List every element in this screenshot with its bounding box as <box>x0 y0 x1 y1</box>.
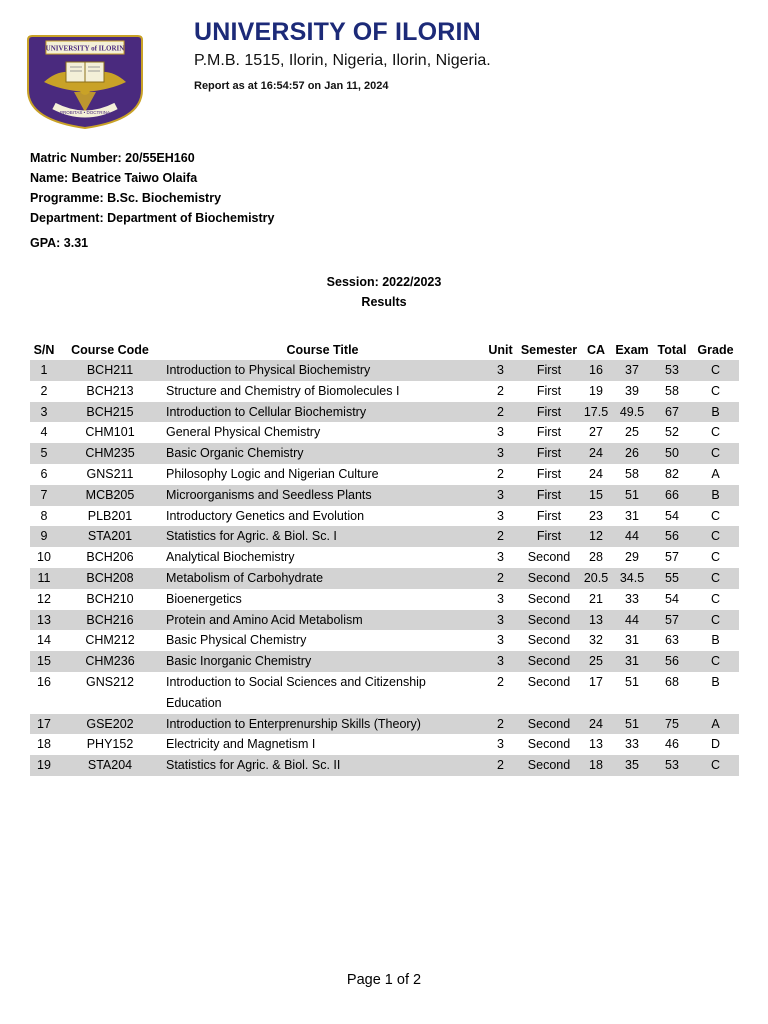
cell-grade: C <box>692 568 739 589</box>
cell-sn: 5 <box>30 443 58 464</box>
cell-total: 56 <box>652 526 692 547</box>
cell-grade: A <box>711 466 720 481</box>
cell-ca: 16 <box>580 360 612 381</box>
cell-exam: 44 <box>612 610 652 631</box>
cell-grade: C <box>692 755 739 776</box>
cell-total: 54 <box>665 591 679 606</box>
cell-total: 68 <box>665 674 679 689</box>
cell-ca: 15 <box>580 485 612 506</box>
table-header-row <box>30 340 739 360</box>
cell-exam: 29 <box>625 550 639 565</box>
cell-total: 57 <box>652 610 692 631</box>
cell-course-code: BCH210 <box>86 591 134 606</box>
cell-unit: 3 <box>483 651 518 672</box>
cell-grade: C <box>692 526 739 547</box>
table-row <box>30 672 739 714</box>
cell-course-title: Basic Inorganic Chemistry <box>162 651 483 672</box>
cell-grade: C <box>710 550 721 565</box>
col-header-semester: Semester <box>520 343 578 357</box>
cell-unit: 2 <box>483 714 518 735</box>
cell-exam: 39 <box>625 383 639 398</box>
cell-course-code: BCH211 <box>58 360 162 381</box>
results-label: Results <box>361 295 407 309</box>
table-row <box>30 485 739 506</box>
cell-course-title: Introduction to Physical Biochemistry <box>162 360 483 381</box>
cell-sn: 11 <box>30 568 58 589</box>
cell-ca: 24 <box>589 466 603 481</box>
cell-ca: 28 <box>589 550 603 565</box>
cell-unit: 3 <box>483 443 518 464</box>
cell-course-code: STA201 <box>58 526 162 547</box>
cell-course-title: Analytical Biochemistry <box>166 550 295 565</box>
cell-exam: 25 <box>625 425 639 440</box>
cell-ca: 21 <box>589 591 603 606</box>
cell-course-title: General Physical Chemistry <box>166 425 321 440</box>
cell-course-title: Introduction to Enterprenurship Skills (Theory) <box>162 714 483 735</box>
col-header-ca: CA <box>586 343 606 357</box>
cell-sn: 19 <box>30 755 58 776</box>
department: Department: Department of Biochemistry <box>30 211 275 225</box>
cell-semester: Second <box>518 714 580 735</box>
cell-total: 75 <box>652 714 692 735</box>
cell-exam: 33 <box>625 737 639 752</box>
cell-course-code: GNS211 <box>86 466 134 481</box>
cell-ca: 13 <box>580 610 612 631</box>
cell-unit: 3 <box>497 591 504 606</box>
cell-semester: Second <box>518 651 580 672</box>
col-header-unit: Unit <box>488 343 513 357</box>
cell-course-title: Introductory Genetics and Evolution <box>166 508 365 523</box>
table-row <box>30 464 739 485</box>
cell-semester: First <box>518 485 580 506</box>
cell-course-code: CHM101 <box>85 425 135 440</box>
cell-grade: C <box>710 383 721 398</box>
cell-total: 54 <box>665 508 679 523</box>
cell-total: 58 <box>665 383 679 398</box>
cell-unit: 2 <box>483 526 518 547</box>
cell-ca: 32 <box>589 633 603 648</box>
session-label: Session: 2022/2023 <box>326 275 442 289</box>
cell-total: 55 <box>652 568 692 589</box>
cell-unit: 3 <box>497 425 504 440</box>
cell-exam: 31 <box>612 651 652 672</box>
col-header-exam: Exam <box>615 343 649 357</box>
cell-unit: 3 <box>497 737 504 752</box>
cell-unit: 3 <box>483 360 518 381</box>
cell-unit: 3 <box>497 633 504 648</box>
cell-total: 82 <box>665 466 679 481</box>
table-row <box>30 610 739 631</box>
student-name: Name: Beatrice Taiwo Olaifa <box>30 171 198 185</box>
table-row <box>30 360 739 381</box>
cell-unit: 2 <box>483 568 518 589</box>
table-row <box>30 547 739 568</box>
cell-sn: 17 <box>30 714 58 735</box>
cell-course-code: CHM236 <box>58 651 162 672</box>
cell-unit: 2 <box>497 466 504 481</box>
cell-semester: First <box>518 360 580 381</box>
cell-grade: B <box>692 485 739 506</box>
cell-grade: C <box>692 651 739 672</box>
cell-course-code: CHM235 <box>58 443 162 464</box>
cell-semester: Second <box>527 674 571 689</box>
cell-sn: 18 <box>37 737 51 752</box>
cell-sn: 8 <box>40 508 48 523</box>
col-header-course-title: Course Title <box>286 343 359 357</box>
cell-course-title: Philosophy Logic and Nigerian Culture <box>166 466 379 481</box>
cell-exam: 26 <box>612 443 652 464</box>
cell-ca: 24 <box>580 714 612 735</box>
cell-unit: 2 <box>483 755 518 776</box>
table-row <box>30 422 739 443</box>
cell-sn: 12 <box>37 591 51 606</box>
gpa: GPA: 3.31 <box>30 236 89 250</box>
cell-ca: 18 <box>580 755 612 776</box>
col-header-sn: S/N <box>33 343 55 357</box>
cell-course-code: BCH213 <box>86 383 134 398</box>
cell-semester: First <box>536 508 562 523</box>
cell-total: 50 <box>652 443 692 464</box>
cell-semester: Second <box>527 737 571 752</box>
university-address: P.M.B. 1515, Ilorin, Nigeria, Ilorin, Nigeria. <box>194 52 491 69</box>
cell-ca: 17 <box>589 674 603 689</box>
cell-grade: B <box>711 674 720 689</box>
cell-unit: 2 <box>497 383 504 398</box>
cell-ca: 23 <box>589 508 603 523</box>
cell-unit: 3 <box>497 508 504 523</box>
cell-sn: 4 <box>40 425 48 440</box>
cell-unit: 3 <box>497 550 504 565</box>
logo-motto: PROBITAS • DOCTRINA <box>60 110 110 115</box>
cell-semester: First <box>518 402 580 423</box>
cell-unit: 2 <box>497 674 504 689</box>
cell-exam: 33 <box>625 591 639 606</box>
cell-course-title: Basic Organic Chemistry <box>162 443 483 464</box>
logo-top-text: UNIVERSITY of ILORIN <box>45 44 125 53</box>
cell-semester: Second <box>527 591 571 606</box>
cell-sn: 16 <box>37 674 51 689</box>
results-table <box>30 340 739 776</box>
cell-ca: 20.5 <box>580 568 612 589</box>
col-header-total: Total <box>657 343 687 357</box>
cell-exam: 51 <box>612 714 652 735</box>
cell-course-title: Bioenergetics <box>166 591 242 606</box>
cell-grade: D <box>710 737 721 752</box>
cell-grade: B <box>692 402 739 423</box>
cell-semester: First <box>518 443 580 464</box>
cell-course-title: Microorganisms and Seedless Plants <box>162 485 483 506</box>
cell-sn: 1 <box>30 360 58 381</box>
cell-course-title: Metabolism of Carbohydrate <box>162 568 483 589</box>
cell-unit: 3 <box>483 485 518 506</box>
table-row <box>30 734 739 755</box>
col-header-course-code: Course Code <box>71 343 149 357</box>
cell-grade: C <box>710 591 721 606</box>
cell-total: 53 <box>652 360 692 381</box>
table-row <box>30 630 739 651</box>
cell-grade: C <box>710 425 721 440</box>
cell-grade: A <box>692 714 739 735</box>
cell-grade: C <box>692 443 739 464</box>
cell-course-code: BCH216 <box>58 610 162 631</box>
programme: Programme: B.Sc. Biochemistry <box>30 191 222 205</box>
cell-course-code: BCH208 <box>58 568 162 589</box>
cell-semester: Second <box>527 550 571 565</box>
cell-exam: 51 <box>625 674 639 689</box>
cell-sn: 14 <box>37 633 51 648</box>
page-number: Page 1 of 2 <box>346 972 422 988</box>
cell-course-title: Protein and Amino Acid Metabolism <box>162 610 483 631</box>
cell-sn: 2 <box>40 383 48 398</box>
cell-course-code: PLB201 <box>87 508 133 523</box>
matric-number: Matric Number: 20/55EH160 <box>30 151 195 165</box>
cell-exam: 44 <box>612 526 652 547</box>
cell-grade: C <box>692 610 739 631</box>
cell-course-code: GNS212 <box>86 674 134 689</box>
cell-semester: First <box>536 466 562 481</box>
cell-total: 57 <box>665 550 679 565</box>
cell-course-title: Introduction to Cellular Biochemistry <box>162 402 483 423</box>
cell-ca: 13 <box>589 737 603 752</box>
cell-ca: 25 <box>580 651 612 672</box>
cell-semester: First <box>518 526 580 547</box>
table-row <box>30 589 739 610</box>
cell-sn: 7 <box>30 485 58 506</box>
cell-course-code: MCB205 <box>58 485 162 506</box>
table-row <box>30 651 739 672</box>
cell-grade: C <box>692 360 739 381</box>
cell-total: 56 <box>652 651 692 672</box>
cell-course-title: Statistics for Agric. & Biol. Sc. I <box>162 526 483 547</box>
cell-course-code: STA204 <box>58 755 162 776</box>
cell-sn: 10 <box>37 550 51 565</box>
cell-total: 53 <box>652 755 692 776</box>
cell-course-title: Structure and Chemistry of Biomolecules I <box>166 383 400 398</box>
cell-course-code: GSE202 <box>58 714 162 735</box>
cell-course-code: CHM212 <box>85 633 135 648</box>
cell-ca: 24 <box>580 443 612 464</box>
table-row <box>30 568 739 589</box>
cell-unit: 3 <box>483 610 518 631</box>
cell-exam: 37 <box>612 360 652 381</box>
cell-exam: 49.5 <box>612 402 652 423</box>
table-row <box>30 714 739 735</box>
cell-total: 63 <box>665 633 679 648</box>
cell-semester: Second <box>518 755 580 776</box>
cell-semester: First <box>536 425 562 440</box>
cell-sn: 3 <box>30 402 58 423</box>
cell-total: 52 <box>665 425 679 440</box>
cell-sn: 15 <box>30 651 58 672</box>
cell-ca: 12 <box>580 526 612 547</box>
cell-ca: 17.5 <box>580 402 612 423</box>
university-logo <box>24 34 146 130</box>
table-row <box>30 402 739 423</box>
cell-exam: 34.5 <box>612 568 652 589</box>
cell-semester: First <box>536 383 562 398</box>
cell-semester: Second <box>518 610 580 631</box>
cell-course-title: Statistics for Agric. & Biol. Sc. II <box>162 755 483 776</box>
cell-ca: 19 <box>589 383 603 398</box>
cell-exam: 58 <box>625 466 639 481</box>
cell-total: 66 <box>652 485 692 506</box>
col-header-grade: Grade <box>697 343 734 357</box>
cell-semester: Second <box>527 633 571 648</box>
table-row <box>30 755 739 776</box>
table-row <box>30 443 739 464</box>
cell-course-code: BCH215 <box>58 402 162 423</box>
table-row <box>30 506 739 527</box>
cell-grade: C <box>710 508 721 523</box>
cell-total: 46 <box>665 737 679 752</box>
cell-exam: 31 <box>625 633 639 648</box>
cell-semester: Second <box>518 568 580 589</box>
cell-exam: 35 <box>612 755 652 776</box>
university-name: UNIVERSITY OF ILORIN <box>194 18 481 46</box>
cell-ca: 27 <box>589 425 603 440</box>
cell-course-code: PHY152 <box>86 737 134 752</box>
cell-course-title: Introduction to Social Sciences and Citizenship Education <box>166 674 426 710</box>
cell-total: 67 <box>652 402 692 423</box>
cell-exam: 31 <box>625 508 639 523</box>
cell-exam: 51 <box>612 485 652 506</box>
table-row <box>30 526 739 547</box>
report-timestamp: Report as at 16:54:57 on Jan 11, 2024 <box>194 80 389 92</box>
cell-sn: 6 <box>40 466 48 481</box>
table-row <box>30 381 739 402</box>
cell-grade: B <box>711 633 720 648</box>
cell-unit: 2 <box>483 402 518 423</box>
cell-sn: 9 <box>30 526 58 547</box>
cell-course-title: Electricity and Magnetism I <box>166 737 316 752</box>
cell-course-title: Basic Physical Chemistry <box>166 633 307 648</box>
cell-course-code: BCH206 <box>86 550 134 565</box>
cell-sn: 13 <box>30 610 58 631</box>
